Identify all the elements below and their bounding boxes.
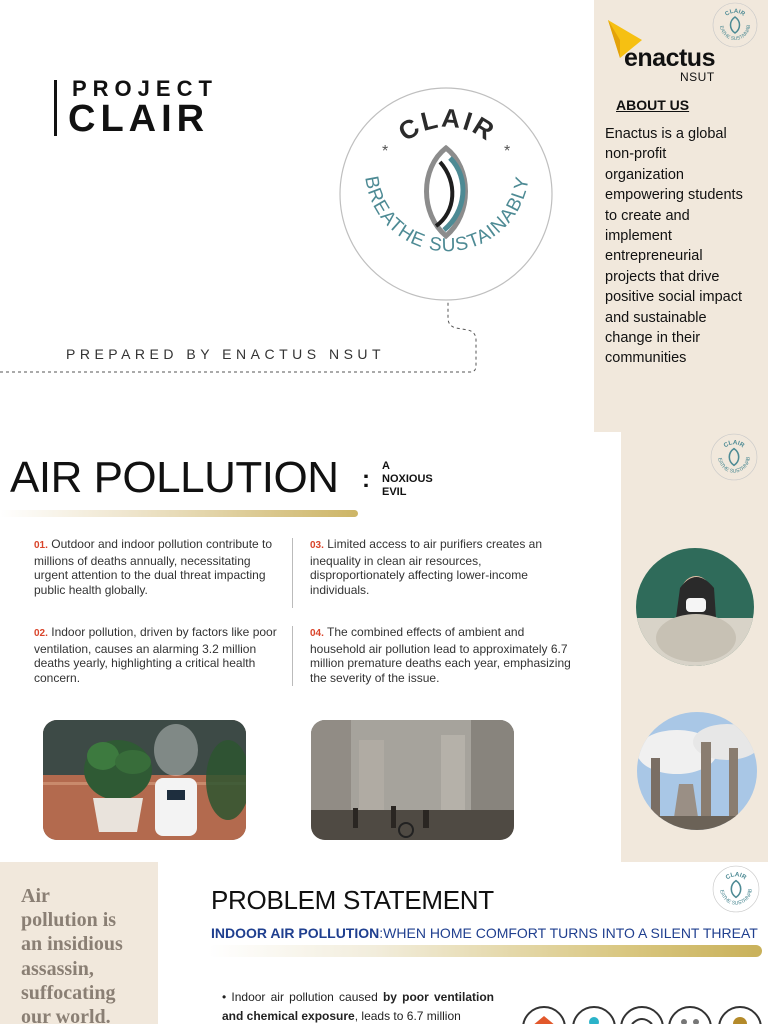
mini-clair-badge-icon [712, 864, 760, 914]
air-pollution-title: AIR POLLUTION [10, 453, 339, 502]
subtitle-highlight-bar [208, 945, 762, 957]
point-text: Limited access to air purifiers creates an inequality in clean air resources, disproportionately affecting lower-income individuals. [310, 537, 543, 597]
bullet-text: Indoor air pollution caused [231, 990, 383, 1004]
quote-line: Air [21, 885, 50, 907]
enactus-brand-sub: NSUT [680, 70, 715, 84]
gear-icon [718, 1006, 762, 1024]
badge-top-text: CLAIR [392, 102, 502, 147]
point-03 [310, 537, 572, 597]
point-02 [34, 625, 284, 685]
bullet-bold: and chemical exposure [222, 1009, 355, 1023]
factory-chimneys-photo [637, 712, 757, 830]
svg-text:BREATHE SUSTAINABLY [712, 864, 754, 907]
bullet-text: , leads to 6.7 million [354, 1009, 461, 1023]
about-body: Enactus is a global non-profit organization empowering students to create and implement entrepreneurial projects that drive positive social impact and sustainable change in their communities [605, 126, 743, 367]
quote-line: suffocating [21, 981, 116, 1004]
subtitle-line: EVIL [382, 486, 407, 498]
svg-text:BREATHE SUSTAINABLY [710, 432, 752, 475]
car-icon [620, 1006, 664, 1024]
point-01 [34, 537, 284, 597]
mini-clair-badge-icon [712, 2, 758, 48]
mini-badge-top: CLAIR [724, 871, 748, 882]
title-underline [0, 510, 358, 517]
home-icon [522, 1006, 566, 1024]
point-number: 01. [34, 540, 48, 551]
point-number: 02. [34, 628, 48, 639]
mini-badge-ring: EATHE SUSTAINAB [718, 888, 754, 907]
subtitle-line: A [382, 460, 390, 472]
quote-text [21, 884, 151, 1024]
mini-clair-badge-icon [710, 432, 758, 482]
point-04 [310, 625, 580, 685]
subtitle-bold: INDOOR AIR POLLUTION [211, 925, 380, 941]
point-number: 03. [310, 540, 324, 551]
about-title: ABOUT US [616, 97, 690, 113]
title-colon: : [362, 466, 370, 493]
subtitle-line: NOXIOUS [382, 473, 433, 485]
badge-star-right: * [504, 143, 511, 160]
problem-bullet: • Indoor air pollution caused by poor ventilation and chemical exposure, leads to 6.7 million [222, 990, 494, 1023]
quote-line: an insidious [21, 933, 123, 956]
problem-statement-title: PROBLEM STATEMENT [211, 885, 494, 915]
dashed-connector [0, 300, 480, 380]
people-icon [668, 1006, 712, 1024]
column-divider [292, 626, 293, 686]
mini-badge-top: CLAIR [724, 8, 746, 18]
badge-star-left: * [382, 143, 389, 160]
quote-line: assassin, [21, 957, 94, 980]
drop-icon [572, 1006, 616, 1024]
sick-woman-photo [636, 548, 754, 666]
mini-badge-top: CLAIR [722, 439, 746, 450]
quote-line: our world. [21, 1006, 111, 1024]
humidifier-plant-photo [43, 720, 246, 840]
prepared-by-text: PREPARED BY ENACTUS NSUT [66, 346, 386, 362]
subtitle-rest: :WHEN HOME COMFORT TURNS INTO A SILENT THREAT [379, 925, 758, 941]
problem-statement-subtitle [211, 925, 758, 941]
svg-text:BREATHE SUSTAINABLY [712, 2, 752, 42]
point-text: The combined effects of ambient and household air pollution lead to approximately 6.7 million premature deaths each year, emphasizing the severity of the issue. [310, 625, 571, 685]
project-label: PROJECT [72, 76, 218, 101]
clair-badge-logo [338, 86, 556, 304]
title-accent-bar [54, 80, 57, 136]
quote-line: pollution is [21, 909, 117, 932]
point-text: Outdoor and indoor pollution contribute to millions of deaths annually, necessitating urgent attention to the dual threat impacting public health globally. [34, 537, 273, 597]
point-text: Indoor pollution, driven by factors like poor ventilation, causes an alarming 3.2 million deaths yearly, highlighting a critical health concern. [34, 625, 277, 685]
project-name: CLAIR [68, 98, 210, 140]
smoggy-street-photo [311, 720, 514, 840]
mini-badge-ring: EATHE SUSTAINAB [716, 456, 752, 475]
air-pollution-subtitle [382, 460, 433, 499]
point-number: 04. [310, 628, 324, 639]
column-divider [292, 538, 293, 608]
bullet-bold: by poor ventilation [382, 990, 494, 1004]
enactus-brand: enactus [624, 44, 715, 72]
mini-badge-ring: EATHE SUSTAINAB [717, 24, 753, 43]
badge-ring-text: BREATHE SUSTAINABLY [360, 174, 534, 257]
